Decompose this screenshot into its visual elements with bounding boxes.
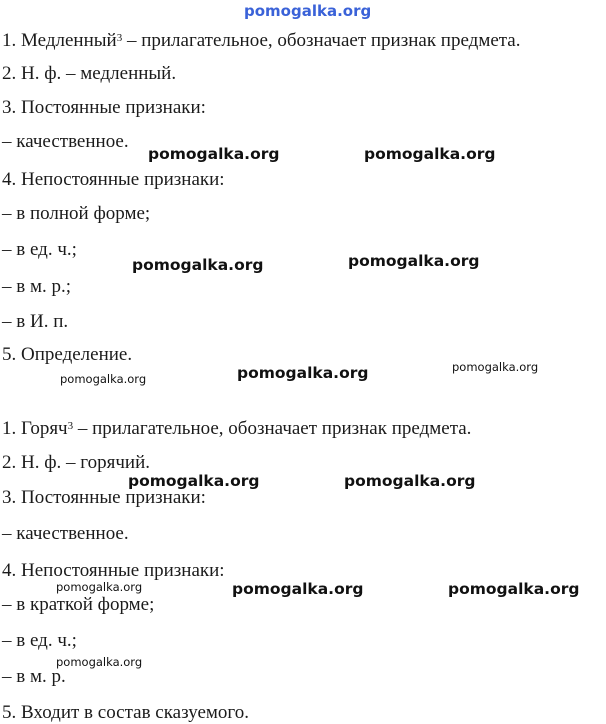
b2-line-1 bbox=[2, 418, 471, 440]
b1-line-6: – в полной форме; bbox=[2, 203, 151, 224]
watermark: pomogalka.org bbox=[128, 472, 260, 490]
b2-line-5: 4. Непостоянные признаки: bbox=[2, 560, 225, 581]
b1-line-9: – в И. п. bbox=[2, 311, 69, 332]
watermark: pomogalka.org bbox=[56, 655, 143, 669]
b1-line-1 bbox=[2, 30, 521, 52]
b1-line-5: 4. Непостоянные признаки: bbox=[2, 169, 225, 190]
b2-line-2: 2. Н. ф. – горячий. bbox=[2, 452, 150, 473]
b2-line-9: 5. Входит в состав сказуемого. bbox=[2, 702, 249, 723]
b2-line-8: – в м. р. bbox=[2, 666, 66, 687]
watermark: pomogalka.org bbox=[148, 145, 280, 163]
b2-line-6: – в краткой форме; bbox=[2, 594, 155, 615]
b1-line-8: – в м. р.; bbox=[2, 276, 72, 297]
watermark: pomogalka.org bbox=[132, 256, 264, 274]
b1-line-7: – в ед. ч.; bbox=[2, 239, 77, 260]
b2-description: – прилагательное, обозначает признак предмета. bbox=[73, 418, 472, 439]
b1-line-4: – качественное. bbox=[2, 131, 129, 152]
b2-line-3: 3. Постоянные признаки: bbox=[2, 487, 206, 508]
watermark: pomogalka.org bbox=[60, 372, 147, 386]
b2-line-7: – в ед. ч.; bbox=[2, 630, 77, 651]
watermark: pomogalka.org bbox=[232, 580, 364, 598]
watermark: pomogalka.org bbox=[448, 580, 580, 598]
b2-word: 1. Горяч bbox=[2, 418, 68, 439]
b1-word: 1. Медленный bbox=[2, 30, 117, 51]
header-watermark: pomogalka.org bbox=[244, 2, 372, 20]
b1-line-3: 3. Постоянные признаки: bbox=[2, 97, 206, 118]
b2-line-4: – качественное. bbox=[2, 523, 129, 544]
b1-description: – прилагательное, обозначает признак предмета. bbox=[122, 30, 521, 51]
watermark: pomogalka.org bbox=[56, 580, 143, 594]
b1-superscript: 3 bbox=[116, 32, 123, 44]
b1-line-2: 2. Н. ф. – медленный. bbox=[2, 63, 177, 84]
watermark: pomogalka.org bbox=[344, 472, 476, 490]
b1-line-10: 5. Определение. bbox=[2, 344, 133, 365]
watermark: pomogalka.org bbox=[452, 360, 539, 374]
b2-superscript: 3 bbox=[67, 420, 74, 432]
watermark: pomogalka.org bbox=[237, 364, 369, 382]
watermark: pomogalka.org bbox=[348, 252, 480, 270]
watermark: pomogalka.org bbox=[364, 145, 496, 163]
